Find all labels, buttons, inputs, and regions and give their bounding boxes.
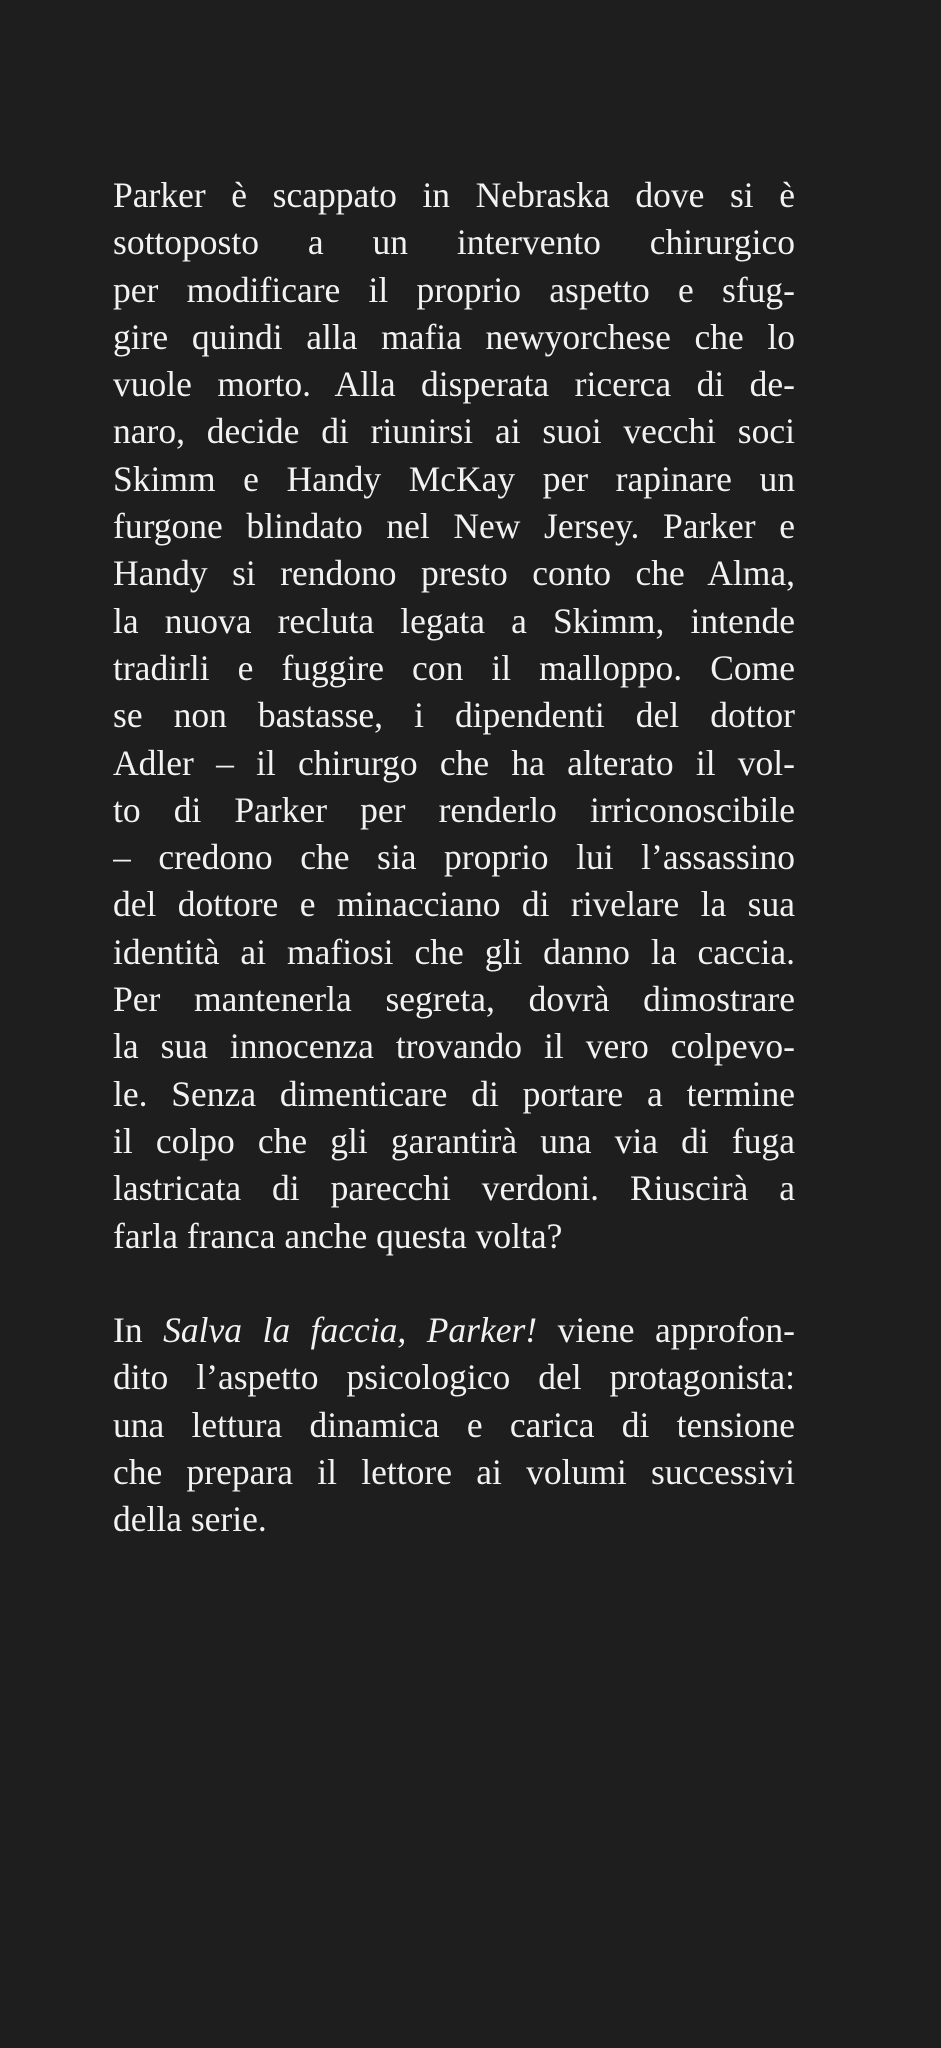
text-line: vuole morto. Alla disperata ricerca di de- [113,364,795,405]
text-line: per modificare il proprio aspetto e sfug- [113,269,795,310]
text-line: della serie. [113,1499,267,1540]
text-line: che prepara il lettore ai volumi successivi [113,1452,795,1493]
text-line: sottoposto a un intervento chirurgico [113,222,795,263]
paragraph-gap [113,1260,795,1307]
text-line: se non bastasse, i dipendenti del dottor [113,695,795,736]
text-line: la nuova recluta legata a Skimm, intende [113,600,795,641]
text-line: il colpo che gli garantirà una via di fuga [113,1120,795,1161]
text-line: naro, decide di riunirsi ai suoi vecchi soci [113,411,795,452]
text-line: del dottore e minacciano di rivelare la sua [113,884,795,925]
text-line: Per mantenerla segreta, dovrà dimostrare [113,979,795,1020]
text-line: Parker è scappato in Nebraska dove si è [113,175,795,215]
text-line: la sua innocenza trovando il vero colpevo- [113,1026,795,1067]
text-line: lastricata di parecchi verdoni. Riuscirà a [113,1168,795,1209]
text-line: gire quindi alla mafia newyorchese che lo [113,316,795,357]
text-fragment: In [113,1310,164,1351]
text-line [113,1307,795,1354]
text-line: dito l’aspetto psicologico del protagonista: [113,1357,795,1398]
text-line: Handy si rendono presto conto che Alma, [113,553,795,594]
text-line: Adler – il chirurgo che ha alterato il vol- [113,742,795,783]
synopsis-text [113,172,795,1544]
text-line: una lettura dinamica e carica di tensione [113,1404,795,1445]
text-line: farla franca anche questa volta? [113,1215,563,1256]
text-line: to di Parker per renderlo irriconoscibile [113,789,795,830]
text-line: tradirli e fuggire con il malloppo. Come [113,647,795,688]
text-line: Skimm e Handy McKay per rapinare un [113,458,795,499]
text-line: furgone blindato nel New Jersey. Parker e [113,506,795,547]
synopsis-paragraph-1 [113,172,795,1260]
text-line: identità ai mafiosi che gli danno la caccia. [113,931,795,972]
synopsis-paragraph-2 [113,1307,795,1543]
text-fragment: viene approfon- [537,1310,795,1351]
book-title: Salva la faccia, Parker! [163,1310,538,1351]
text-line: – credono che sia proprio lui l’assassino [113,837,795,878]
text-line: le. Senza dimenticare di portare a termine [113,1073,795,1114]
